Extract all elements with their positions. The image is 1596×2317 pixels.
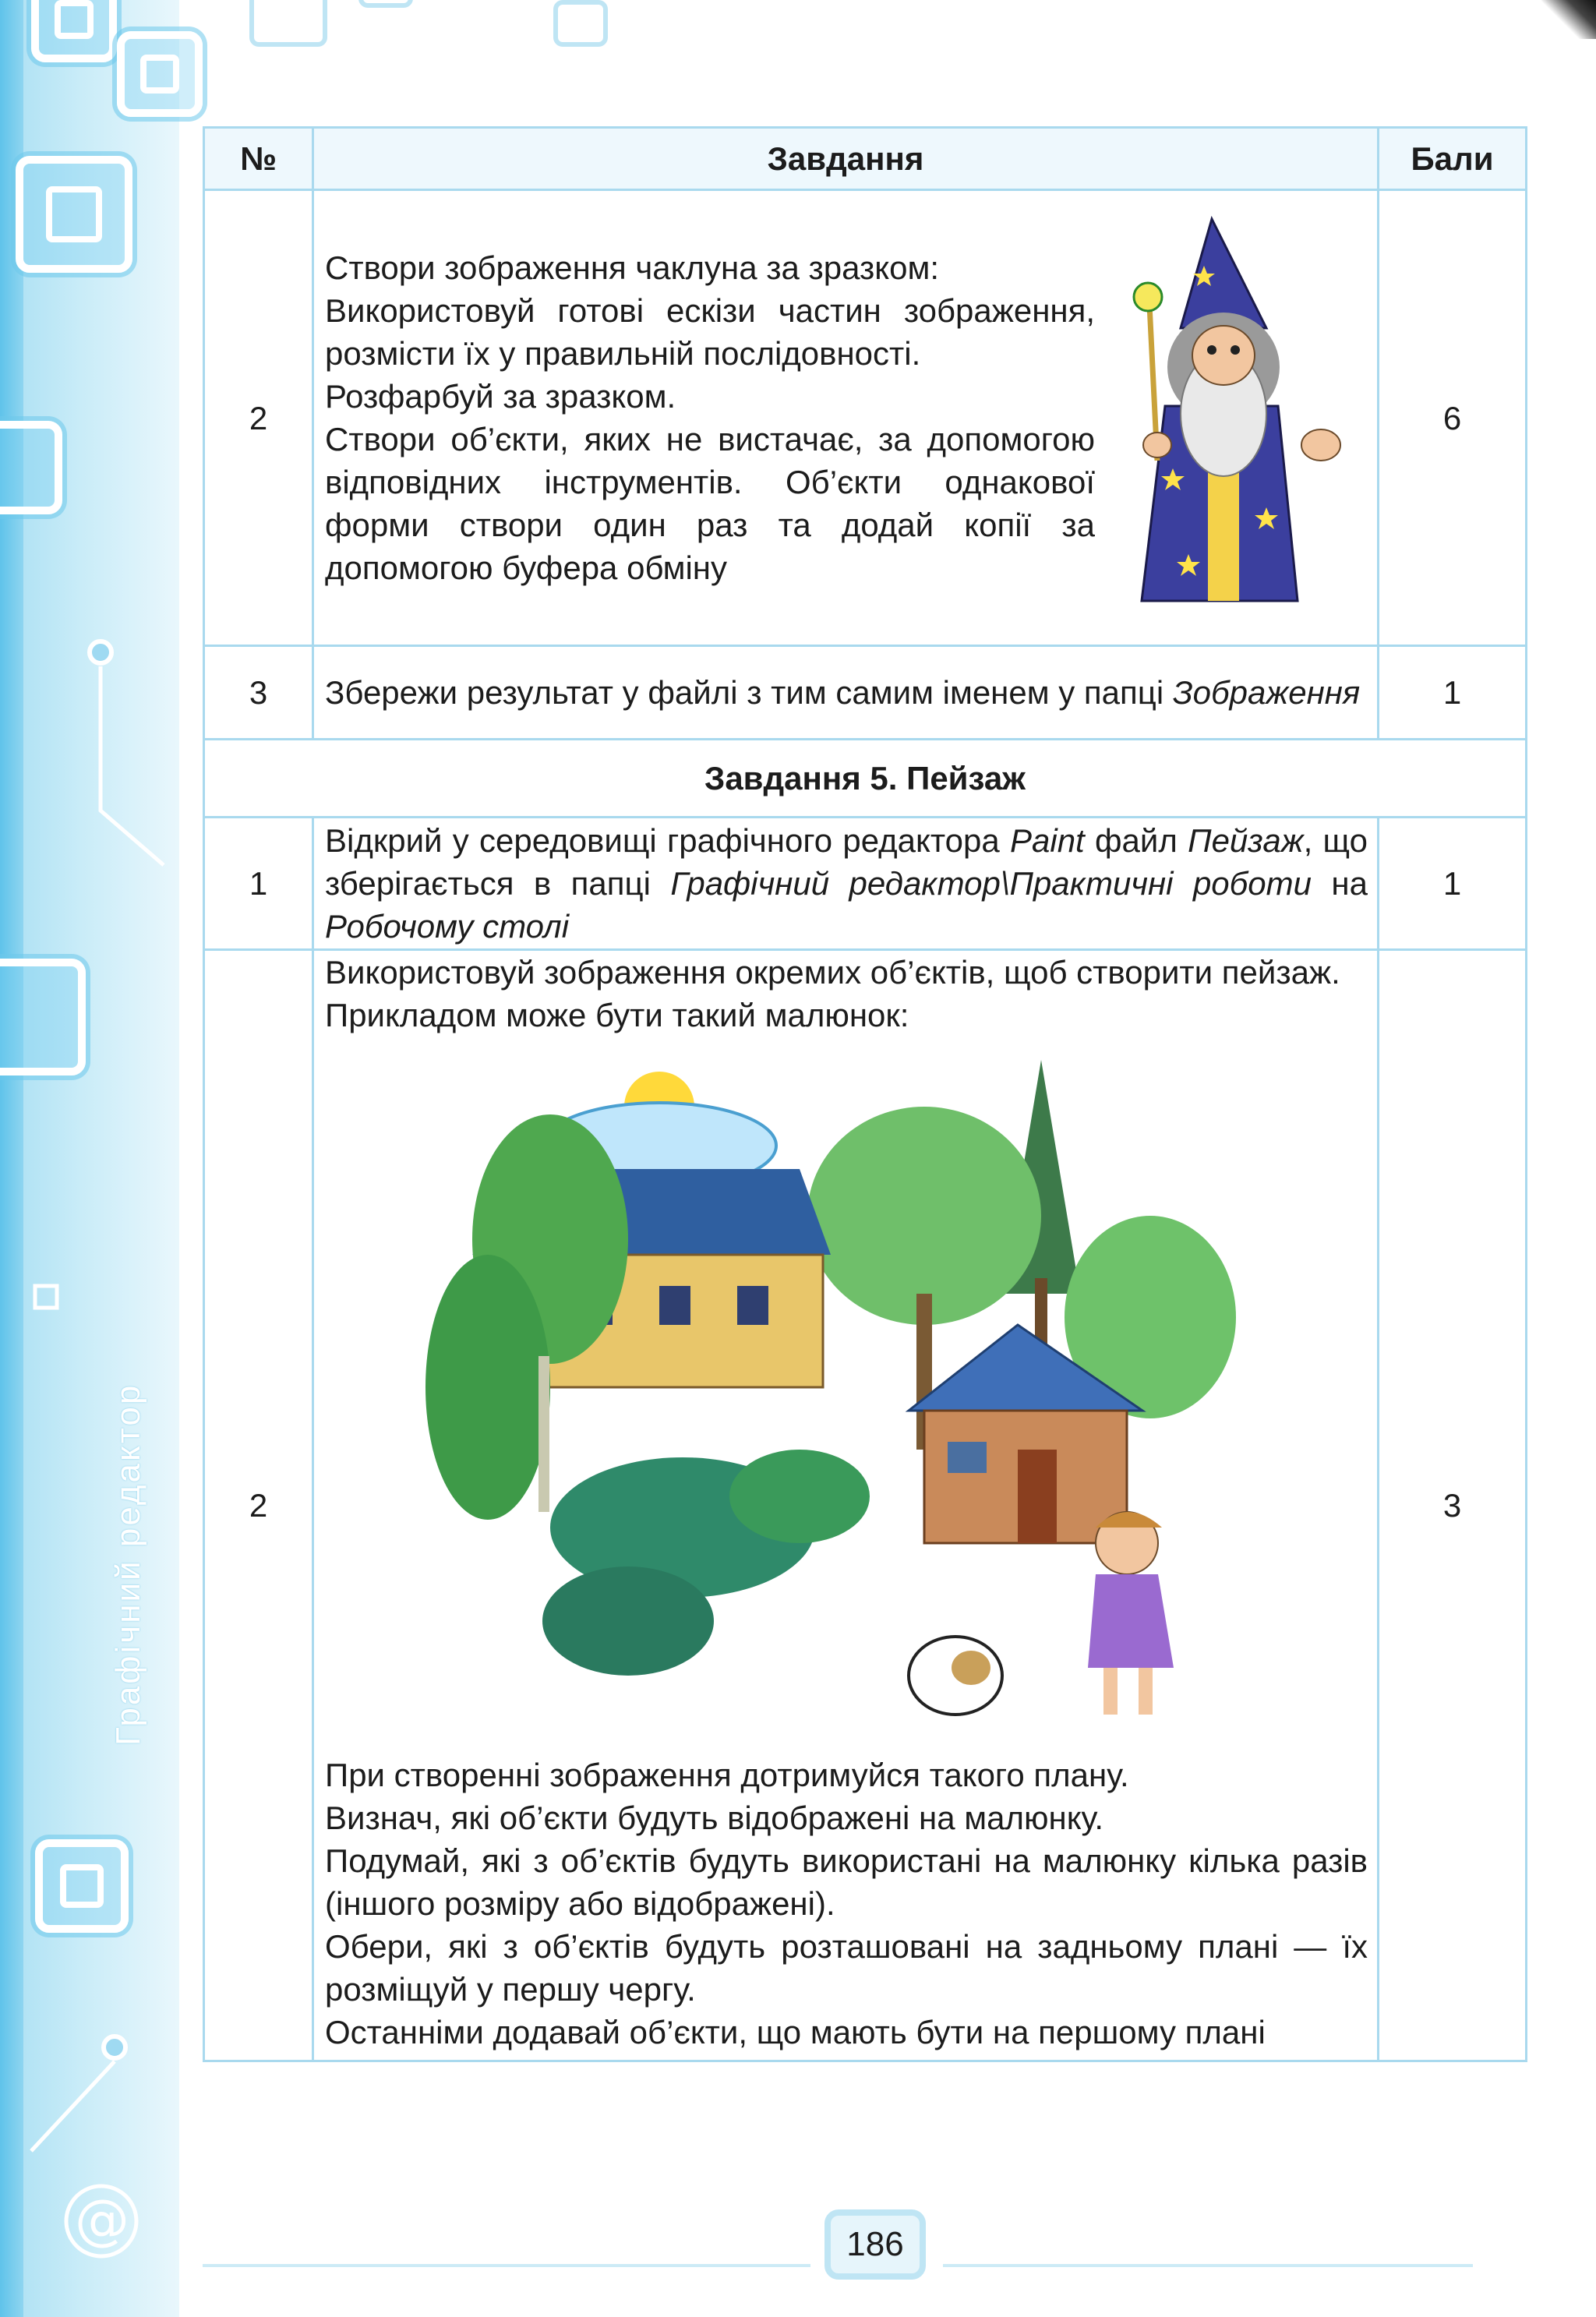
task-line: Обери, які з об’єктів будуть розташовані на задньому плані — їх розміщуй у першу чергу. [325,1928,1368,2008]
table-row [204,646,1527,740]
tasks-table [203,126,1527,2062]
task-text: Збережи результат у файлі з тим самим іменем у папці [325,674,1173,711]
task-line: Прикладом може бути такий малюнок: [325,997,909,1033]
task-line: Розфарбуй за зразком. [325,378,676,415]
task-number: 2 [204,190,313,646]
table-row [204,950,1527,2061]
decor-square-top [249,0,327,47]
task-score: 6 [1379,190,1527,646]
task-line: Використовуй готові ескізи частин зображення, розмісти їх у правильній послідовності. [325,292,1095,372]
task-number: 1 [204,818,313,950]
task-line: Визнач, які об’єкти будуть відображені на малюнку. [325,1800,1104,1836]
section-header-row [204,740,1527,818]
task-description [313,818,1379,950]
task-description [313,950,1379,2061]
decor-square-top [553,0,608,47]
decorative-sidebar [0,0,179,2317]
svg-text:@: @ [75,2188,129,2252]
header-task: Завдання [313,128,1379,190]
task-text: файл [1084,822,1188,859]
task-score: 1 [1379,646,1527,740]
task-score: 3 [1379,950,1527,2061]
decor-square-top [358,0,413,8]
task-line: Останніми додавай об’єкти, що мають бути на першому плані [325,2014,1266,2050]
task-line: Створи об’єкти, яких не вистачає, за допомогою відповідних інструментів. Об’єкти однакової форми створи один раз та додай копії за допомогою буфера обміну [325,421,1095,586]
task-line: Подумай, які з об’єктів будуть використані на малюнку кілька разів (іншого розміру або відображені). [325,1842,1368,1922]
task-text-italic: Paint [1009,822,1085,859]
footer-line [943,2264,1473,2267]
header-number: № [204,128,313,190]
sidebar-chapter-label: Графічний редактор [109,1383,147,1746]
task-text-italic: Зображення [1172,674,1361,711]
task-score: 1 [1379,818,1527,950]
landscape-illustration [425,1060,1267,1730]
footer-line [203,2264,810,2267]
table-header-row [204,128,1527,190]
section-title: Завдання 5. Пейзаж [204,740,1527,818]
circuit-lines [0,0,179,2317]
task-description [313,646,1379,740]
task-number: 3 [204,646,313,740]
task-line: При створенні зображення дотримуйся такого плану. [325,1757,1129,1793]
task-line: Використовуй зображення окремих об’єктів, щоб створити пейзаж. [325,954,1340,991]
task-description [313,190,1379,646]
header-score: Бали [1379,128,1527,190]
task-text-italic: Графічний редактор\Практичні роботи [670,865,1312,902]
task-text: , що зберігається в папці [325,822,1368,902]
task-text: на [1311,865,1368,902]
page-corner-shadow [1541,0,1596,39]
table-row [204,818,1527,950]
task-line: Створи зображення чаклуна за зразком: [325,249,940,286]
task-text: Відкрий у середовищі графічного редактора [325,822,1010,859]
task-text-italic: Пейзаж [1188,822,1304,859]
task-number: 2 [204,950,313,2061]
page-number: 186 [824,2209,926,2280]
wizard-illustration [1110,211,1368,624]
table-row [204,190,1527,646]
task-text-italic: Робочому столі [325,908,570,945]
